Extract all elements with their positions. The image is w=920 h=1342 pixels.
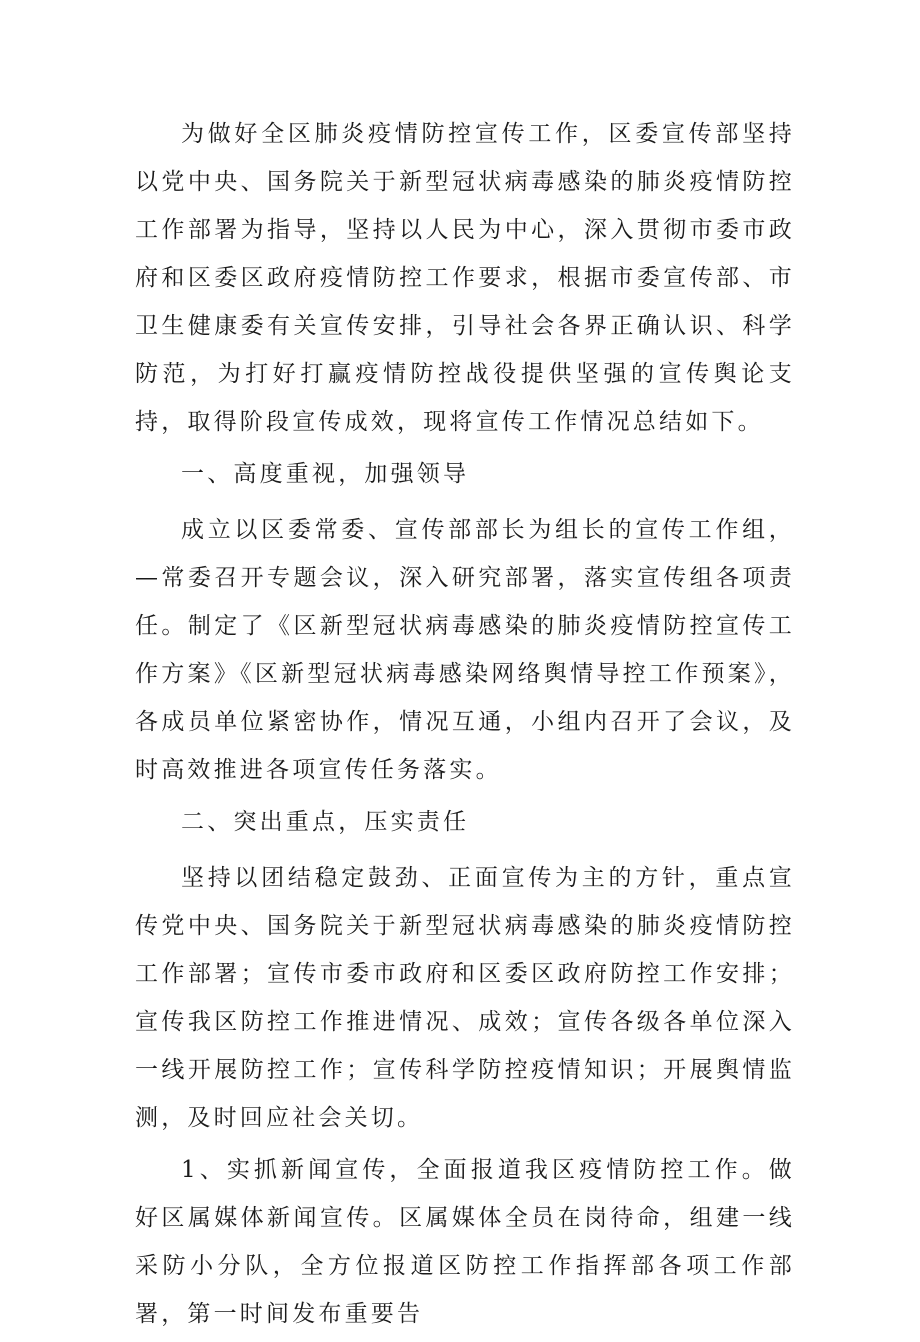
section-heading-1: 一、高度重视，加强领导 <box>181 461 470 487</box>
document-body <box>135 110 795 1342</box>
subsection-1-paragraph: 1、实抓新闻宣传，全面报道我区疫情防控工作。做好区属媒体新闻宣传。区属媒体全员在岗待命，组建一线采防小分队，全方位报道区防控工作指挥部各项工作部署，第一时间发布重要告 <box>135 1157 795 1327</box>
section-heading-2: 二、突出重点，压实责任 <box>181 809 470 835</box>
intro-paragraph: 为做好全区肺炎疫情防控宣传工作，区委宣传部坚持以党中央、国务院关于新型冠状病毒感染的肺炎疫情防控工作部署为指导，坚持以人民为中心，深入贯彻市委市政府和区委区政府疫情防控工作要求，根据市委宣传部、市卫生健康委有关宣传安排，引导社会各界正确认识、科学防范，为打好打赢疫情防控战役提供坚强的宣传舆论支持，取得阶段宣传成效，现将宣传工作情况总结如下。 <box>135 121 795 435</box>
section-1-paragraph: 成立以区委常委、宣传部部长为组长的宣传工作组，—常委召开专题会议，深入研究部署，落实宣传组各项责任。制定了《区新型冠状病毒感染的肺炎疫情防控宣传工作方案》《区新型冠状病毒感染网络舆情导控工作预案》，各成员单位紧密协作，情况互通，小组内召开了会议，及时高效推进各项宣传任务落实。 <box>135 517 795 783</box>
section-2-paragraph: 坚持以团结稳定鼓劲、正面宣传为主的方针，重点宣传党中央、国务院关于新型冠状病毒感染的肺炎疫情防控工作部署；宣传市委市政府和区委区政府防控工作安排；宣传我区防控工作推进情况、成效；宣传各级各单位深入一线开展防控工作；宣传科学防控疫情知识；开展舆情监测，及时回应社会关切。 <box>135 865 795 1131</box>
